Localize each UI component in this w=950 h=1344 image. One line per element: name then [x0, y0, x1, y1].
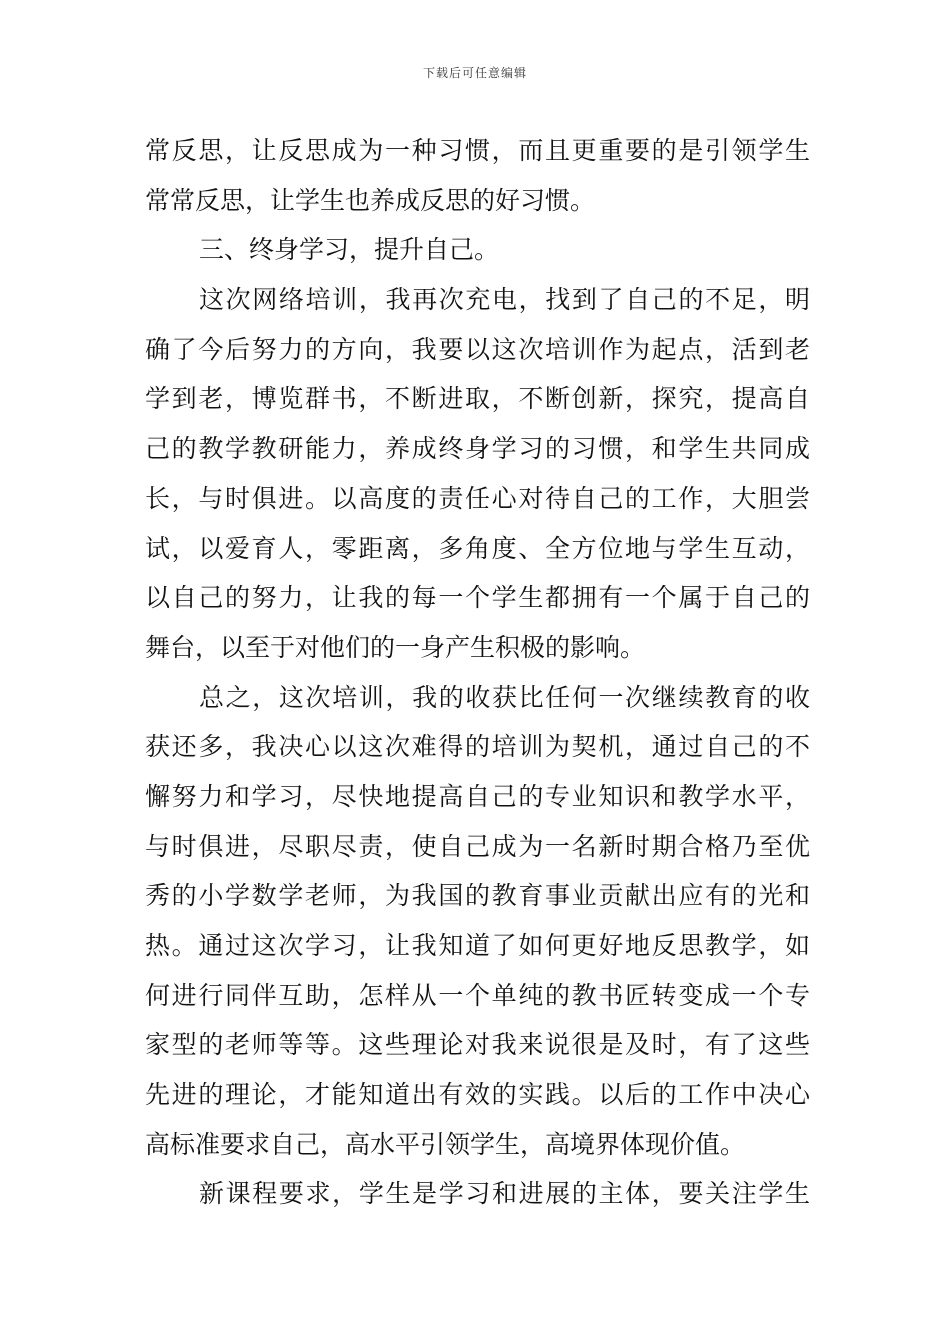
text-line: 热。通过这次学习，让我知道了如何更好地反思教学，如: [145, 931, 810, 960]
document-body: [145, 126, 810, 1219]
text-line: 舞台，以至于对他们的一身产生积极的影响。: [145, 632, 646, 662]
text-line: 常反思，让反思成为一种习惯，而且更重要的是引领学生: [145, 136, 810, 165]
text-line: 与时俱进，尽职尽责，使自己成为一名新时期合格乃至优: [145, 831, 810, 861]
text-line: 长，与时俱进。以高度的责任心对待自己的工作，大胆尝: [145, 483, 810, 513]
text-line: 以自己的努力，让我的每一个学生都拥有一个属于自己的: [145, 583, 810, 613]
page-header-note: 下载后可任意编辑: [422, 66, 527, 80]
text-line: 家型的老师等等。这些理论对我来说很是及时，有了这些: [145, 1030, 810, 1060]
text-line: 学到老，博览群书，不断进取，不断创新，探究，提高自: [145, 384, 810, 414]
section-heading: 三、终身学习，提升自己。: [199, 235, 500, 265]
text-line: 先进的理论，才能知道出有效的实践。以后的工作中决心: [145, 1080, 810, 1110]
text-line: 高标准要求自己，高水平引领学生，高境界体现价值。: [145, 1129, 746, 1159]
text-line: 常常反思，让学生也养成反思的好习惯。: [145, 185, 596, 215]
text-line: 这次网络培训，我再次充电，找到了自己的不足，明: [199, 285, 810, 315]
text-line: 秀的小学数学老师，为我国的教育事业贡献出应有的光和: [145, 881, 810, 911]
text-line: 试，以爱育人，零距离，多角度、全方位地与学生互动，: [145, 533, 810, 563]
text-line: 懈努力和学习，尽快地提高自己的专业知识和教学水平，: [145, 781, 810, 811]
text-line: 确了今后努力的方向，我要以这次培训作为起点，活到老: [145, 334, 810, 364]
text-line: 何进行同伴互助，怎样从一个单纯的教书匠转变成一个专: [145, 980, 810, 1010]
text-line: 获还多，我决心以这次难得的培训为契机，通过自己的不: [145, 732, 810, 762]
text-line: 己的教学教研能力，养成终身学习的习惯，和学生共同成: [145, 434, 810, 464]
text-line: 新课程要求，学生是学习和进展的主体，要关注学生: [199, 1179, 810, 1209]
text-line: 总之，这次培训，我的收获比任何一次继续教育的收: [199, 682, 810, 712]
